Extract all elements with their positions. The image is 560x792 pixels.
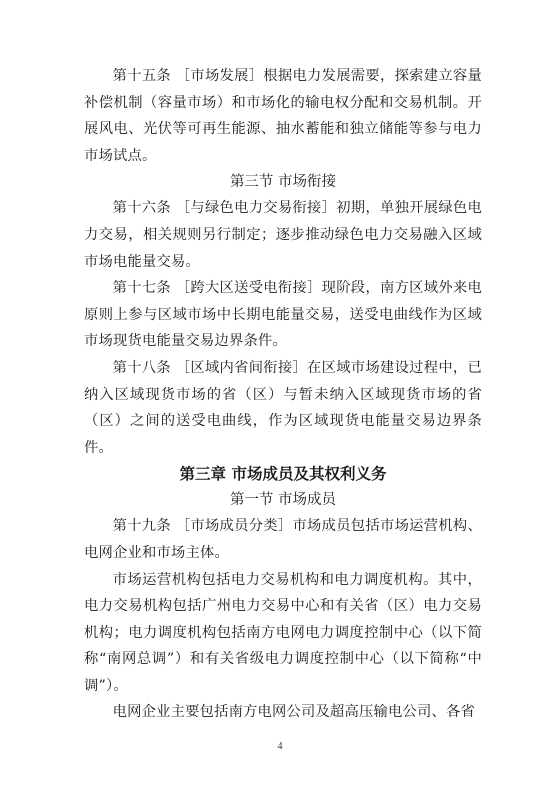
- paragraph-market-operators: 市场运营机构包括电力交易机构和电力调度机构。其中，电力交易机构包括广州电力交易中心和有关省（区）电力交易机构；电力调度机构包括南方电网电力调度控制中心（以下简称“南网总调”）和有关省级电力调度控制中心（以下简称“中调”）。: [84, 571, 482, 694]
- page-number: 4: [277, 741, 283, 752]
- chapter-3-title: 第三章 市场成员及其权利义务: [179, 465, 387, 484]
- section-1-title: 第一节 市场成员: [229, 492, 337, 509]
- article-18: 第十八条 ［区域内省间衔接］在区域市场建设过程中，已纳入区域现货市场的省（区）与暂未纳入区域现货市场的省（区）之间的送受电曲线，作为区域现货电能量交易边界条件。: [84, 359, 482, 456]
- article-17: 第十七条 ［跨大区送受电衔接］现阶段，南方区域外来电原则上参与区域市场中长期电能量交易，送受电曲线作为区域市场现货电能量交易边界条件。: [84, 280, 482, 350]
- article-16: 第十六条 ［与绿色电力交易衔接］初期，单独开展绿色电力交易，相关规则另行制定；逐步推动绿色电力交易融入区域市场电能量交易。: [84, 200, 482, 270]
- paragraph-grid-enterprises: 电网企业主要包括南方电网公司及超高压输电公司、各省: [112, 704, 476, 721]
- page-body: [84, 63, 482, 726]
- section-3-title: 第三节 市场衔接: [229, 174, 337, 191]
- article-15: 第十五条 ［市场发展］根据电力发展需要，探索建立容量补偿机制（容量市场）和市场化的输电权分配和交易机制。开展风电、光伏等可再生能源、抽水蓄能和独立储能等参与电力市场试点。: [84, 68, 482, 164]
- article-19: 第十九条 ［市场成员分类］市场成员包括市场运营机构、电网企业和市场主体。: [84, 518, 482, 561]
